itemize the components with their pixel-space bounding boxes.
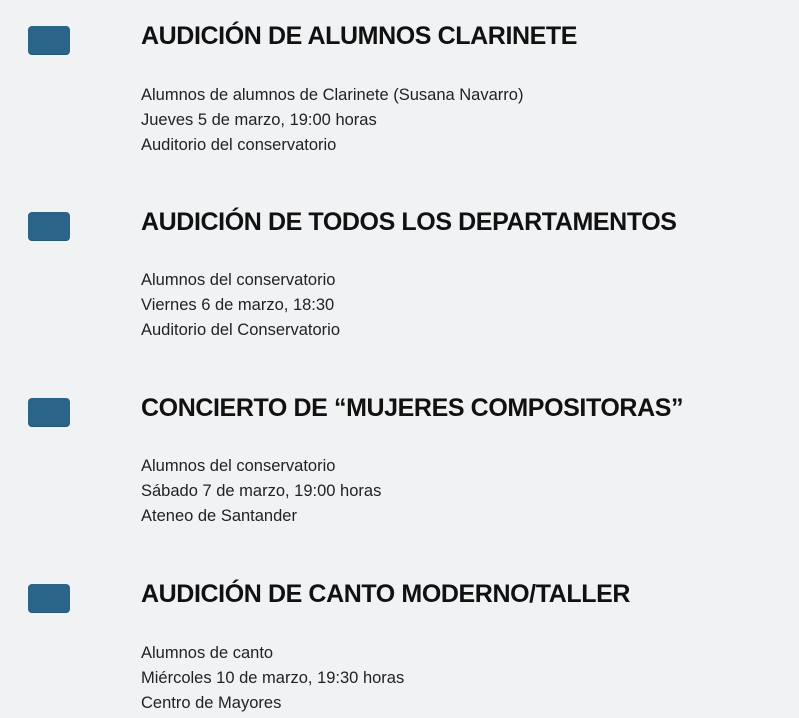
event-performers: Alumnos de alumnos de Clarinete (Susana Navarro) [141, 86, 524, 104]
event-performers: Alumnos del conservatorio [141, 271, 336, 289]
bullet-marker-icon [28, 26, 70, 55]
bullet-marker-icon [28, 584, 70, 613]
event-title: AUDICIÓN DE CANTO MODERNO/TALLER [141, 580, 631, 608]
event-datetime: Sábado 7 de marzo, 19:00 horas [141, 482, 382, 500]
event-details [141, 641, 404, 716]
event-datetime: Jueves 5 de marzo, 19:00 horas [141, 111, 377, 129]
event-title: CONCIERTO DE “MUJERES COMPOSITORAS” [141, 394, 684, 422]
bullet-marker-icon [28, 212, 70, 241]
event-venue: Auditorio del Conservatorio [141, 321, 341, 339]
event-details [141, 83, 523, 158]
event-performers: Alumnos del conservatorio [141, 457, 336, 475]
event-venue: Ateneo de Santander [141, 507, 297, 525]
event-title: AUDICIÓN DE TODOS LOS DEPARTAMENTOS [141, 208, 677, 236]
event-details [141, 268, 340, 343]
event-venue: Centro de Mayores [141, 694, 282, 712]
event-venue: Auditorio del conservatorio [141, 136, 337, 154]
event-details [141, 454, 381, 529]
event-datetime: Viernes 6 de marzo, 18:30 [141, 296, 335, 314]
event-title: AUDICIÓN DE ALUMNOS CLARINETE [141, 22, 578, 50]
event-datetime: Miércoles 10 de marzo, 19:30 horas [141, 669, 405, 687]
bullet-marker-icon [28, 398, 70, 427]
event-performers: Alumnos de canto [141, 644, 274, 662]
